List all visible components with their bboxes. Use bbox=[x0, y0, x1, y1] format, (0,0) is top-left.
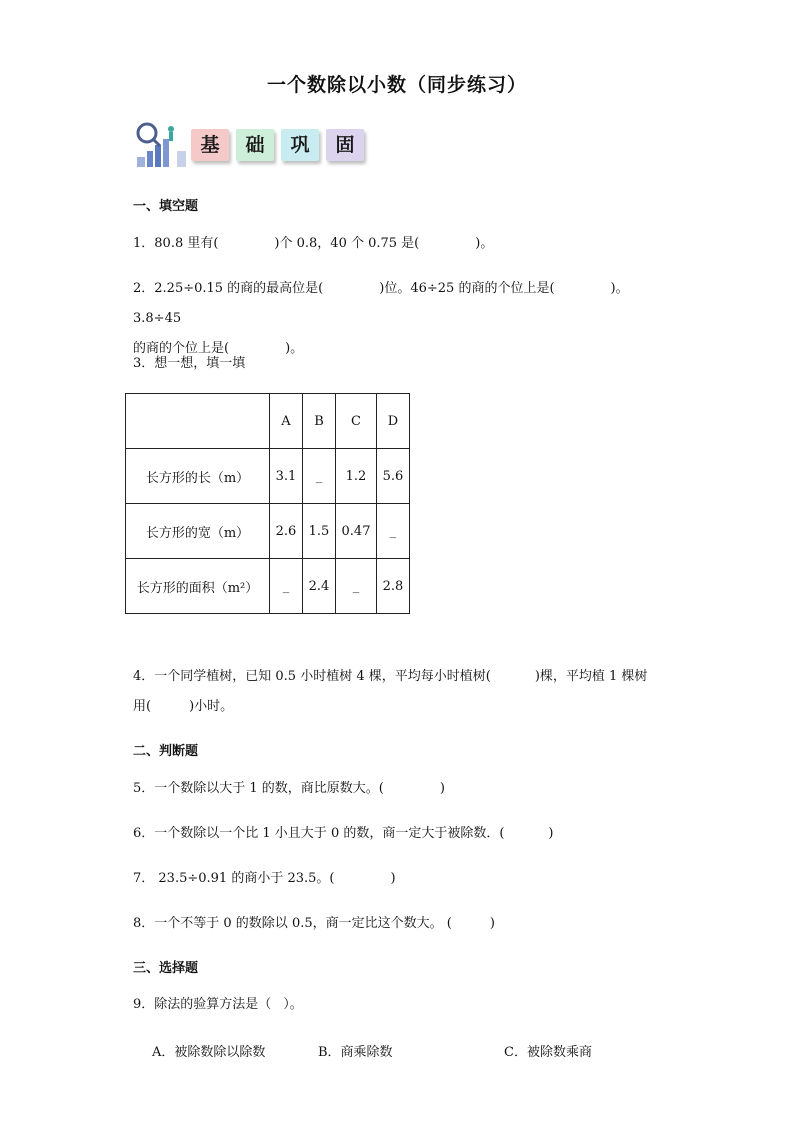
table-cell: 2.4 bbox=[303, 559, 336, 614]
table-header-cell: A bbox=[270, 394, 303, 449]
banner-tile-2: 础 bbox=[236, 129, 274, 161]
table-cell[interactable]: _ bbox=[270, 559, 303, 614]
section-heading-judge: 二、判断题 bbox=[133, 744, 199, 759]
question-3: 3．想一想，填一填 bbox=[133, 356, 246, 371]
question-1 bbox=[133, 229, 673, 259]
q1-text-a: 1．80.8 里有( bbox=[133, 236, 219, 251]
banner-tile-3: 巩 bbox=[281, 129, 319, 161]
q1-text-c: )。 bbox=[475, 236, 494, 251]
question-8 bbox=[133, 909, 673, 939]
q2-text-a: 2．2.25÷0.15 的商的最高位是( bbox=[133, 281, 324, 296]
magnifier-chart-icon bbox=[133, 121, 189, 169]
table-row bbox=[126, 449, 410, 504]
q9-text-b: ）。 bbox=[283, 997, 303, 1012]
section-heading-fill: 一、填空题 bbox=[133, 199, 199, 214]
banner-tile-4: 固 bbox=[326, 129, 364, 161]
q2-text-e: )。 bbox=[285, 341, 304, 356]
table-row bbox=[126, 559, 410, 614]
section-banner bbox=[133, 121, 373, 169]
q7-text-a: 7． 23.5÷0.91 的商小于 23.5。( bbox=[133, 871, 335, 886]
q9-text-a: 9．除法的验算方法是（ bbox=[133, 997, 272, 1012]
question-6 bbox=[133, 819, 673, 849]
rectangle-table bbox=[125, 393, 410, 614]
table-cell: 2.6 bbox=[270, 504, 303, 559]
q2-text-d: 的商的个位上是( bbox=[133, 341, 230, 356]
table-cell[interactable]: _ bbox=[336, 559, 377, 614]
table-cell: 0.47 bbox=[336, 504, 377, 559]
question-7 bbox=[133, 864, 673, 894]
q4-text-a: 4．一个同学植树，已知 0.5 小时植树 4 棵，平均每小时植树( bbox=[133, 669, 491, 684]
q7-text-b: ) bbox=[390, 871, 396, 886]
q4-text-c: 用( bbox=[133, 699, 152, 714]
q2-text-b: )位。46÷25 的商的个位上是( bbox=[379, 281, 555, 296]
q5-text-a: 5．一个数除以大于 1 的数，商比原数大。( bbox=[133, 781, 384, 796]
q5-text-b: ) bbox=[439, 781, 445, 796]
q4-text-b: )棵，平均植 1 棵树 bbox=[534, 669, 648, 684]
q1-text-b: )个 0.8，40 个 0.75 是( bbox=[274, 236, 420, 251]
table-cell: 长方形的宽（m） bbox=[126, 504, 270, 559]
table-cell[interactable]: _ bbox=[303, 449, 336, 504]
q9-option-a[interactable]: A．被除数除以除数 bbox=[152, 1045, 266, 1060]
table-header-row bbox=[126, 394, 410, 449]
table-cell[interactable]: _ bbox=[377, 504, 410, 559]
question-5 bbox=[133, 774, 673, 804]
table-row bbox=[126, 504, 410, 559]
banner-tile-1: 基 bbox=[191, 129, 229, 161]
table-header-cell: C bbox=[336, 394, 377, 449]
table-cell: 长方形的面积（m²） bbox=[126, 559, 270, 614]
table-cell: 1.2 bbox=[336, 449, 377, 504]
question-9 bbox=[133, 990, 673, 1020]
q2-text-c: )。3.8÷45 bbox=[133, 281, 629, 326]
q6-text-a: 6．一个数除以一个比 1 小且大于 0 的数，商一定大于被除数．( bbox=[133, 826, 505, 841]
table-cell: 1.5 bbox=[303, 504, 336, 559]
table-cell: 长方形的长（m） bbox=[126, 449, 270, 504]
table-header-cell: B bbox=[303, 394, 336, 449]
q8-text-b: ) bbox=[489, 916, 495, 931]
q6-text-b: ) bbox=[548, 826, 554, 841]
page-title: 一个数除以小数（同步练习） bbox=[266, 74, 527, 96]
table-cell: 5.6 bbox=[377, 449, 410, 504]
section-heading-choice: 三、选择题 bbox=[133, 961, 199, 976]
q4-text-d: )小时。 bbox=[189, 699, 234, 714]
table-header-cell bbox=[126, 394, 270, 449]
q8-text-a: 8．一个不等于 0 的数除以 0.5，商一定比这个数大。 ( bbox=[133, 916, 452, 931]
table-cell: 2.8 bbox=[377, 559, 410, 614]
q9-option-b[interactable]: B．商乘除数 bbox=[318, 1045, 393, 1060]
table-cell: 3.1 bbox=[270, 449, 303, 504]
table-header-cell: D bbox=[377, 394, 410, 449]
q9-option-c[interactable]: C．被除数乘商 bbox=[504, 1045, 592, 1060]
question-4 bbox=[133, 662, 673, 722]
